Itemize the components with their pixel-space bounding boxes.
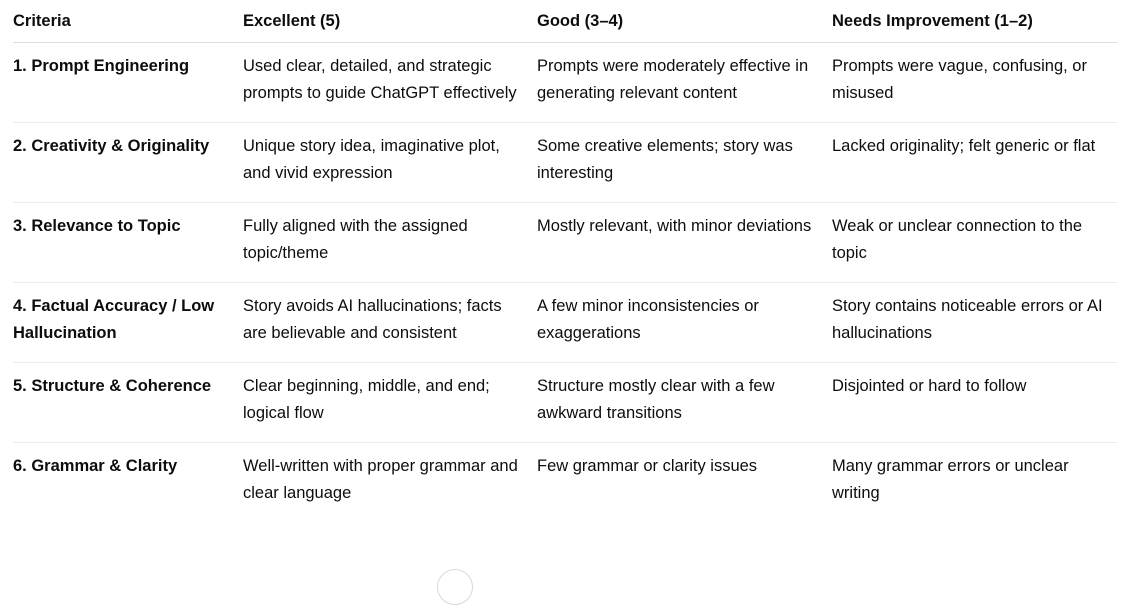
needs-improvement-cell: Lacked originality; felt generic or flat	[832, 122, 1117, 202]
criteria-cell: 5. Structure & Coherence	[13, 362, 243, 442]
criteria-cell: 2. Creativity & Originality	[13, 122, 243, 202]
criteria-cell: 6. Grammar & Clarity	[13, 456, 178, 475]
header-good: Good (3–4)	[537, 0, 832, 42]
table-row	[13, 362, 1117, 442]
excellent-cell: Used clear, detailed, and strategic prompts to guide ChatGPT effectively	[243, 42, 537, 122]
good-cell: A few minor inconsistencies or exaggerations	[537, 282, 832, 362]
table-header-row	[13, 0, 1117, 42]
rubric-table	[13, 0, 1117, 522]
scroll-down-button[interactable]	[437, 569, 473, 605]
excellent-cell: Clear beginning, middle, and end; logical flow	[243, 362, 537, 442]
table-row	[13, 442, 1117, 522]
good-cell: Structure mostly clear with a few awkward transitions	[537, 362, 832, 442]
rubric-table-container	[13, 0, 1117, 522]
table-row	[13, 122, 1117, 202]
criteria-cell: 3. Relevance to Topic	[13, 202, 243, 282]
table-row	[13, 202, 1117, 282]
good-cell: Some creative elements; story was interesting	[537, 122, 832, 202]
excellent-cell: Well-written with proper grammar and clear language	[243, 456, 518, 502]
needs-improvement-cell: Prompts were vague, confusing, or misused	[832, 42, 1117, 122]
header-criteria: Criteria	[13, 0, 243, 42]
criteria-cell: 1. Prompt Engineering	[13, 42, 243, 122]
table-row	[13, 42, 1117, 122]
good-cell: Mostly relevant, with minor deviations	[537, 202, 832, 282]
excellent-cell: Fully aligned with the assigned topic/theme	[243, 202, 537, 282]
needs-improvement-cell: Weak or unclear connection to the topic	[832, 202, 1117, 282]
excellent-cell: Story avoids AI hallucinations; facts are believable and consistent	[243, 282, 537, 362]
needs-improvement-cell: Disjointed or hard to follow	[832, 362, 1117, 442]
criteria-cell: 4. Factual Accuracy / Low Hallucination	[13, 282, 243, 362]
header-needs-improvement: Needs Improvement (1–2)	[832, 0, 1117, 42]
good-cell: Few grammar or clarity issues	[537, 456, 758, 475]
needs-improvement-cell: Story contains noticeable errors or AI hallucinations	[832, 282, 1117, 362]
excellent-cell: Unique story idea, imaginative plot, and vivid expression	[243, 122, 537, 202]
header-excellent: Excellent (5)	[243, 0, 537, 42]
needs-improvement-cell: Many grammar errors or unclear writing	[832, 456, 1069, 502]
good-cell: Prompts were moderately effective in generating relevant content	[537, 42, 832, 122]
table-row	[13, 282, 1117, 362]
